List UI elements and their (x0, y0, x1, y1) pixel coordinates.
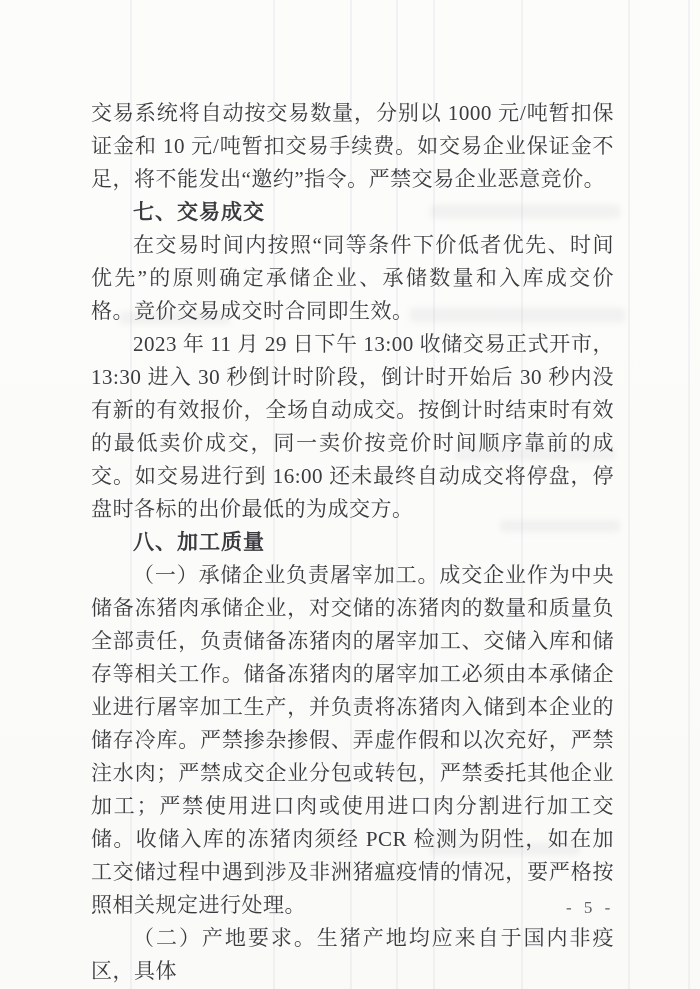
scan-streak (628, 0, 630, 989)
body-paragraph: （二）产地要求。生猪产地均应来自于国内非疫区，具体 (91, 926, 614, 983)
body-paragraph: 交易系统将自动按交易数量，分别以 1000 元/吨暂扣保证金和 10 元/吨暂扣交易手续费。如交易企业保证金不足，将不能发出“邀约”指令。严禁交易企业恶意竞价。 (91, 101, 614, 191)
section-heading: 八、加工质量 (133, 531, 265, 554)
document-body (91, 97, 614, 988)
body-paragraph: 2023 年 11 月 29 日下午 13:00 收储交易正式开市，13:30 进入 30 秒倒计时阶段，倒计时开始后 30 秒内没有新的有效报价，全场自动成交。按倒计时结束时有效的最低卖价成交，同一卖价按竞价时间顺序靠前的成交。如交易进行到 16:00 还未最终自动成交将停盘，停盘时各标的出价最低的为成交方。 (91, 332, 614, 521)
scan-streak (688, 0, 690, 989)
section-heading: 七、交易成交 (133, 201, 265, 224)
page-number: - 5 - (566, 898, 615, 917)
body-paragraph: 在交易时间内按照“同等条件下价低者优先、时间优先”的原则确定承储企业、承储数量和入库成交价格。竞价交易成交时合同即生效。 (91, 233, 614, 323)
body-paragraph: （一）承储企业负责屠宰加工。成交企业作为中央储备冻猪肉承储企业，对交储的冻猪肉的数量和质量负全部责任，负责储备冻猪肉的屠宰加工、交储入库和储存等相关工作。储备冻猪肉的屠宰加工必须由本承储企业进行屠宰加工生产，并负责将冻猪肉入储到本企业的储存冷库。严禁掺杂掺假、弄虚作假和以次充好，严禁注水肉；严禁成交企业分包或转包，严禁委托其他企业加工；严禁使用进口肉或使用进口肉分割进行加工交储。收储入库的冻猪肉须经 PCR 检测为阴性，如在加工交储过程中遇到涉及非洲猪瘟疫情的情况，要严格按照相关规定进行处理。 (91, 563, 614, 917)
